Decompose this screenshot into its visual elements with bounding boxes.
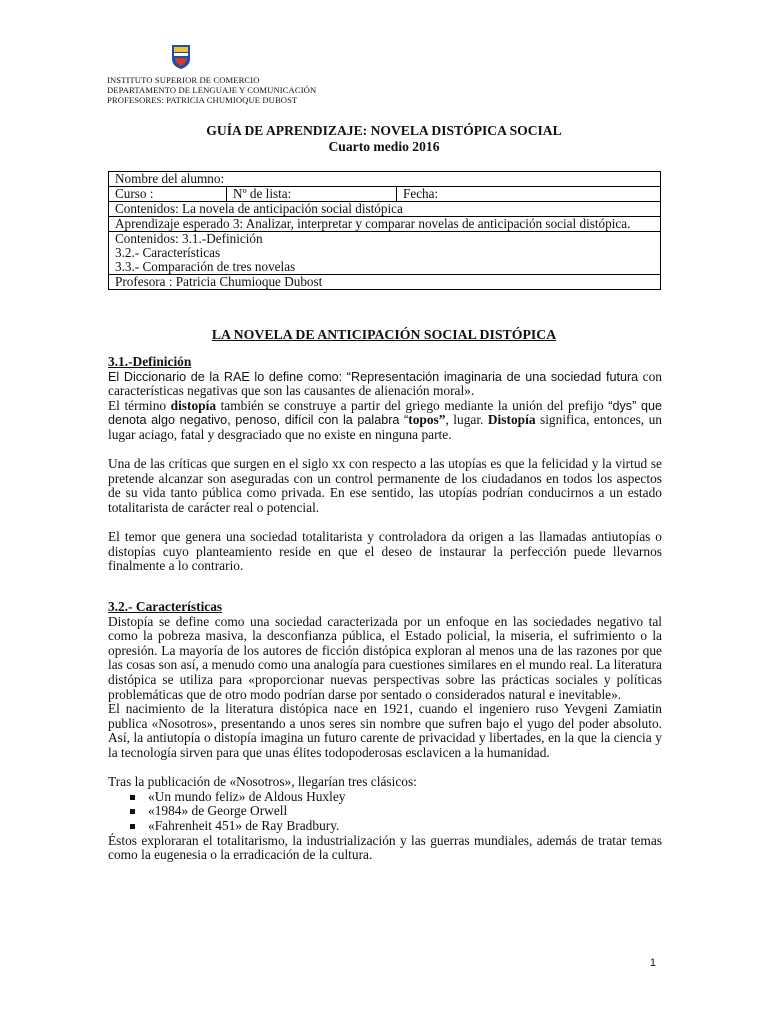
contents-row: Contenidos: La novela de anticipación social distópica	[109, 202, 661, 217]
characteristics-section	[108, 600, 662, 863]
list-item	[108, 819, 662, 834]
book-title: «Fahrenheit 451» de Ray Bradbury.	[148, 817, 340, 833]
bullet-icon	[130, 809, 135, 814]
critique-paragraph: Una de las críticas que surgen en el siglo xx con respecto a las utopías es que la felicidad y la virtud se pretende alcanzar son aseguradas con un control permanente de los ciudadanos en todos los aspectos de su vida tanto pública como privada. En ese sentido, las utopías podrían conducirnos a un estado totalitarista de carácter real o potencial.	[108, 456, 662, 515]
classics-list	[108, 790, 662, 834]
date-field: Fecha:	[397, 187, 661, 202]
etymology-paragraph	[108, 399, 662, 443]
teacher-row: Profesora : Patricia Chumioque Dubost	[109, 275, 661, 290]
characteristics-heading: 3.2.- Características	[108, 599, 223, 614]
text-run: El término	[108, 397, 171, 413]
term-distopia: distopía	[170, 397, 217, 413]
guide-title: GUÍA DE APRENDIZAJE: NOVELA DISTÓPICA SOCIAL	[206, 123, 562, 138]
definition-section	[108, 355, 662, 574]
rae-quote-end: con características negativas que son las causantes de alienación moral».	[108, 368, 662, 399]
page-number: 1	[649, 957, 656, 969]
expected-learning-row: Aprendizaje esperado 3: Analizar, interpretar y comparar novelas de anticipación social distópica.	[109, 217, 661, 232]
book-title: «1984» de George Orwell	[148, 803, 288, 819]
characteristics-paragraph: Distopía se define como una sociedad caracterizada por un enfoque en las sociedades negativo tal como la pobreza masiva, la desconfianza pública, el Estado policial, la miseria, el sufrimiento o la opresión. La mayoría de los autores de ficción distópica exploran al menos una de las razones por que las cosas son así, a menudo como una analogía para cuestiones similares en el mundo real. La literatura distópica se utiliza para «proporcionar nuevas perspectivas sobre las prácticas sociales y políticas problemáticas que de otro modo podrían darse por sentado o considerados natural e inevitable».	[108, 613, 662, 702]
term-topos: topos”	[408, 412, 446, 428]
rae-quote: El Diccionario de la RAE lo define como: “Representación imaginaria de una sociedad futura	[108, 369, 639, 384]
text-run: significa, entonces, un lugar aciago, fatal y desgraciado que no existe en ninguna parte.	[108, 412, 662, 442]
bullet-icon	[130, 824, 135, 829]
student-info-table	[108, 171, 661, 290]
contents-item: Contenidos: 3.1.-Definición	[115, 231, 263, 246]
list-item	[108, 804, 662, 819]
student-name-field: Nombre del alumno:	[109, 172, 661, 187]
department-name: DEPARTAMENTO DE LENGUAJE Y COMUNICACIÓN	[107, 84, 317, 95]
section-title: LA NOVELA DE ANTICIPACIÓN SOCIAL DISTÓPICA	[211, 327, 557, 342]
contents-item: 3.3.- Comparación de tres novelas	[115, 259, 296, 274]
fear-paragraph: El temor que genera una sociedad totalitarista y controladora da origen a las llamadas antiutopías o distopías cuyo planteamiento reside en que el deseo de instaurar la perfección puede llevarnos finalmente a lo contrario.	[108, 529, 662, 574]
classics-intro: Tras la publicación de «Nosotros», llegarían tres clásicos:	[108, 774, 417, 790]
book-title: «Un mundo feliz» de Aldous Huxley	[148, 788, 346, 804]
term-distopia: Distopía	[487, 412, 536, 428]
list-item	[108, 790, 662, 805]
institution-header	[107, 76, 316, 105]
text-run: “dys” que denota algo negativo, penoso, difícil con la palabra “	[108, 398, 662, 428]
school-logo	[170, 44, 192, 70]
contents-item: 3.2.- Características	[115, 245, 221, 260]
definition-paragraph	[108, 370, 662, 399]
text-run: , lugar.	[445, 412, 488, 428]
bullet-icon	[130, 795, 135, 800]
definition-heading: 3.1.-Definición	[108, 354, 192, 369]
teachers-line: PROFESORES: PATRICIA CHUMIOQUE DUBOST	[107, 94, 298, 105]
themes-paragraph: Éstos exploraran el totalitarismo, la industrialización y las guerras mundiales, además de tratar temas como la eugenesia o la erradicación de la cultura.	[108, 832, 662, 863]
institute-name: INSTITUTO SUPERIOR DE COMERCIO	[107, 75, 260, 85]
contents-list-row	[109, 232, 661, 275]
list-number-field: Nº de lista:	[227, 187, 397, 202]
guide-subtitle: Cuarto medio 2016	[328, 139, 440, 154]
origin-paragraph: El nacimiento de la literatura distópica nace en 1921, cuando el ingeniero ruso Yevgeni Zamiatin publica «Nosotros», presentando a unos seres sin nombre que sufren bajo el yugo del poder absoluto. Así, la antiutopía o distopía imagina un futuro carente de privacidad y libertades, en la que la ciencia y la tecnología sirven para que unas élites todopoderosas esclavicen a la humanidad.	[108, 701, 662, 760]
text-run: también se construye a partir del griego mediante la unión del prefijo	[216, 397, 604, 413]
course-field: Curso :	[109, 187, 227, 202]
